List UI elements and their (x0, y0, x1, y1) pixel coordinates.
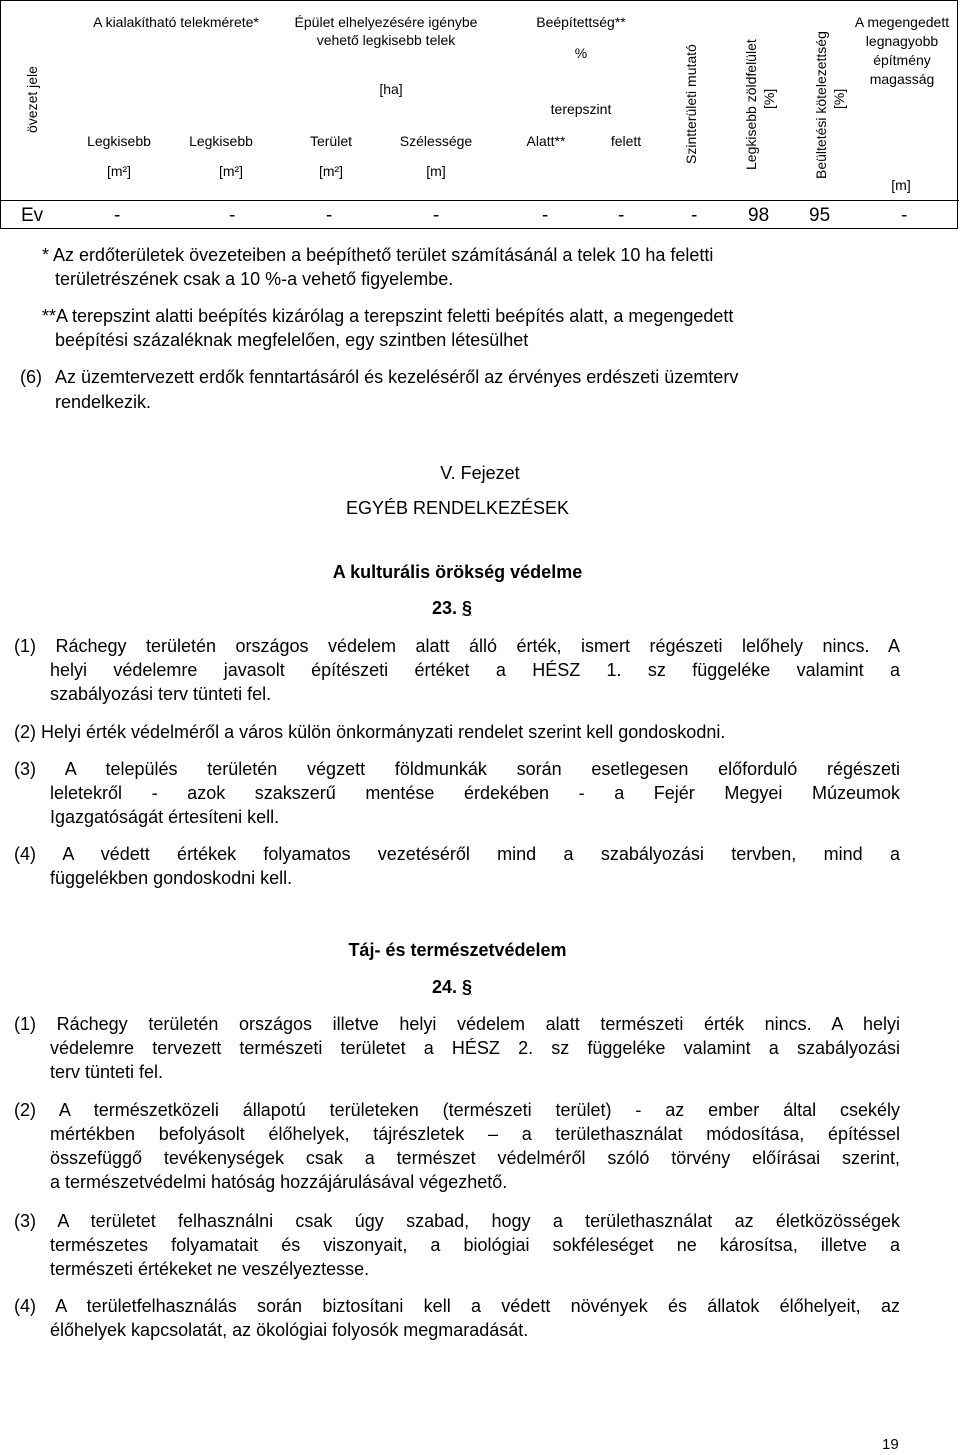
sec23-p1-line2: helyi védelemre javasolt építészeti értéket a HÉSZ 1. sz függeléke valamint a (50, 660, 900, 680)
sec23-number: 23. § (432, 598, 473, 618)
legkisebb-2: Legkisebb (189, 133, 253, 149)
height-unit: [m] (891, 177, 911, 193)
sec24-p2-line2: mértékben befolyásolt élőhelyek, tájrészletek – a területhasználat módosítása, építéssel (50, 1124, 900, 1144)
height-header: A megengedett legnagyobb építmény magasság (854, 14, 950, 87)
sec24-p4-line1: (4) A területfelhasználás során biztosítani kell a védett növények és állatok élőhelyeit, az (14, 1296, 900, 1316)
plot-size-header: A kialakítható telekmérete* (93, 14, 259, 30)
plant-unit: [%] (831, 88, 847, 109)
sec24-p3-line2: természetes folyamatait és viszonyait, a biológiai sokféleséget ne károsítsa, illetve a (50, 1235, 900, 1255)
row-cell-3: - (326, 205, 333, 226)
sec23-p3-line3: Igazgatóságát értesíteni kell. (50, 807, 280, 827)
p6-number: (6) (20, 367, 42, 387)
terrain-label: terepszint (550, 101, 612, 117)
row-cell-4: - (433, 205, 440, 226)
green-header: Legkisebb zöldfelület (743, 39, 759, 170)
p6-line1: Az üzemtervezett erdők fenntartásáról és kezeléséről az érvényes erdészeti üzemterv (55, 367, 739, 387)
plant-header: Beültetési kötelezettség (813, 31, 829, 179)
sec24-heading: Táj- és természetvédelem (348, 940, 567, 960)
sec23-p1-line1: (1) Ráchegy területén országos védelem alatt álló érték, ismert régészeti lelőhely nincs. A (14, 636, 900, 656)
sec24-p1-line1: (1) Ráchegy területén országos illetve helyi védelem alatt természeti érték nincs. A helyi (14, 1014, 900, 1034)
sec24-p4-line2: élőhelyek kapcsolatát, az ökológiai folyosók megmaradását. (50, 1320, 529, 1340)
row-cell-1: - (114, 205, 121, 226)
sec24-number: 24. § (432, 977, 473, 997)
unit-m2-c: [m²] (318, 163, 344, 179)
percent-label: % (574, 45, 588, 61)
sec23-para-sign: § (462, 598, 473, 618)
green-unit: [%] (761, 88, 777, 109)
row-zone: Ev (21, 205, 44, 226)
note-dstar-line1: **A terepszint alatti beépítés kizárólag a terepszint feletti beépítés alatt, a megengedett (42, 306, 734, 326)
zone-header: övezet jele (24, 66, 40, 133)
note-star-line1: * Az erdőterületek övezeteiben a beépíthető terület számításánál a telek 10 ha feletti (42, 245, 714, 265)
row-cell-8: 98 (748, 205, 770, 226)
note-star-line2: területrészének csak a 10 %-a vehető figyelembe. (55, 269, 454, 289)
page-number: 19 (882, 1436, 899, 1453)
note-dstar-line2: beépítési százaléknak megfelelően, egy szintben létesülhet (55, 330, 529, 350)
sec24-p2-line3: összefüggő tevékenységek csak a természet védelméről szóló törvény előírásai szerint, (50, 1148, 900, 1168)
zoning-table (0, 0, 958, 229)
sec23-p2-line1: (2) Helyi érték védelméről a város külön önkormányzati rendelet szerint kell gondoskodni. (14, 722, 726, 742)
above-label: felett (610, 133, 642, 149)
szelesseg-label: Szélessége (399, 133, 473, 149)
row-cell-10: - (901, 205, 908, 226)
unit-m2-b: [m²] (218, 163, 244, 179)
coverage-header: Beépítettség** (536, 14, 626, 30)
terulet-label: Terület (309, 133, 353, 149)
sec23-p4-line1: (4) A védett értékek folyamatos vezetéséről mind a szabályozási tervben, mind a (14, 844, 900, 864)
sec24-para-sign: § (462, 977, 473, 997)
row-cell-7: - (691, 205, 698, 226)
building-plot-header: Épület elhelyezésére igénybe vehető legkisebb telek (294, 14, 478, 48)
sec23-p3-line1: (3) A település területén végzett földmunkák során esetlegesen előforduló régészeti (14, 759, 900, 779)
row-cell-2: - (229, 205, 236, 226)
legkisebb-1: Legkisebb (87, 133, 151, 149)
sec24-p3-line3: természeti értékeket ne veszélyeztesse. (50, 1259, 370, 1279)
sec24-p2-line1: (2) A természetközeli állapotú területeken (természeti terület) - az ember által csekély (14, 1100, 900, 1120)
unit-m: [m] (426, 163, 446, 179)
sec24-p3-line1: (3) A területet felhasználni csak úgy szabad, hogy a területhasználat az életközösségek (14, 1211, 900, 1231)
sec24-p1-line2: védelemre tervezett természeti területet a HÉSZ 2. sz függeléke valamint a szabályozási (50, 1038, 900, 1058)
far-header: Szintterületi mutató (683, 44, 699, 164)
sec23-p3-line2: leletekről - azok szakszerű mentése érdekében - a Fejér Megyei Múzeumok (50, 783, 900, 803)
unit-m2-a: [m²] (106, 163, 132, 179)
row-cell-6: - (618, 205, 625, 226)
row-cell-5: - (542, 205, 549, 226)
row-cell-9: 95 (809, 205, 831, 226)
ha-unit: [ha] (379, 81, 403, 97)
chapter-subtitle: EGYÉB RENDELKEZÉSEK (345, 498, 570, 518)
below-label: Alatt** (526, 133, 566, 149)
sec23-p1-line3: szabályozási terv tünteti fel. (50, 684, 272, 704)
chapter-title: V. Fejezet (440, 463, 520, 483)
sec23-heading: A kulturális örökség védelme (332, 562, 583, 582)
sec23-p4-line2: függelékben gondoskodni kell. (50, 868, 293, 888)
table-divider (1, 200, 959, 201)
sec24-p1-line3: terv tünteti fel. (50, 1062, 164, 1082)
p6-line2: rendelkezik. (55, 392, 152, 412)
sec24-p2-line4: a természetvédelmi hatóság hozzájárulásával végezhető. (50, 1172, 508, 1192)
